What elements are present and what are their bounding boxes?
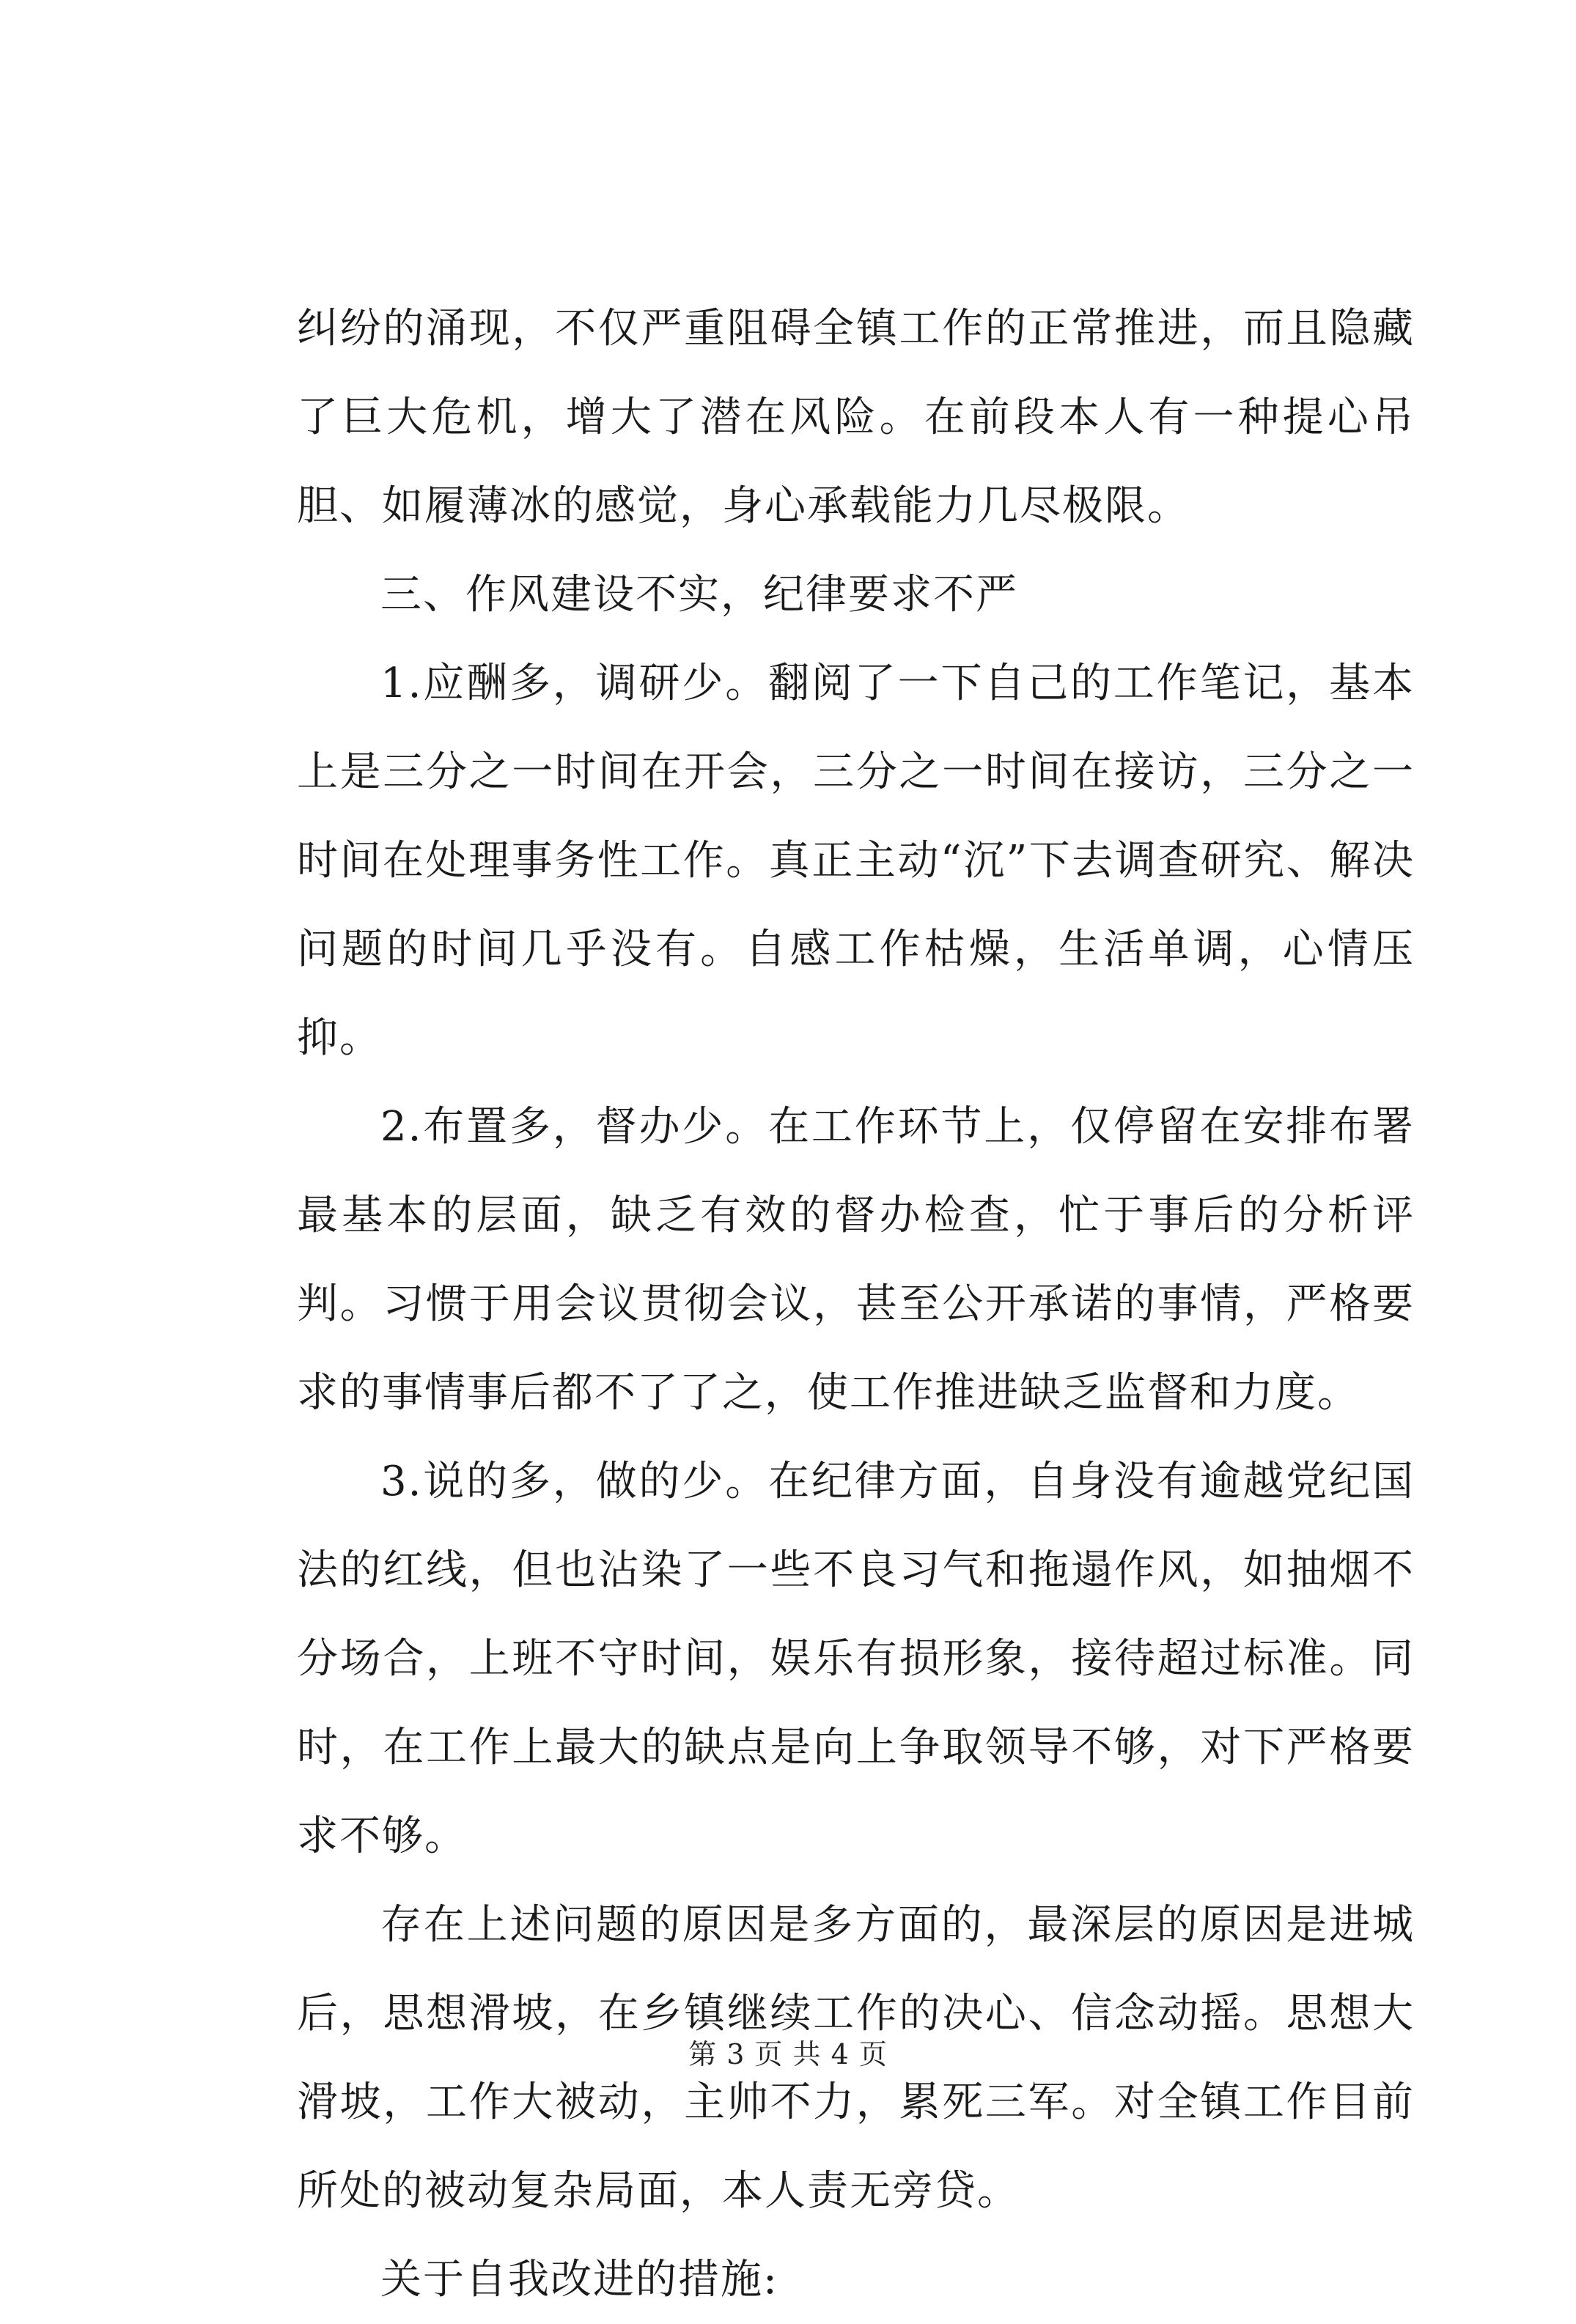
paragraph-item-3: 3.说的多，做的少。在纪律方面，自身没有逾越党纪国法的红线，但也沾染了一些不良习气和拖遢作风，如抽烟不分场合，上班不守时间，娱乐有损形象，接待超过标准。同时，在工作上最大的缺点是向上争取领导不够，对下严格要求不够。 [297, 1458, 1415, 1860]
paragraph-causes: 存在上述问题的原因是多方面的，最深层的原因是进城后，思想滑坡，在乡镇继续工作的决心、信念动摇。思想大滑坡，工作大被动，主帅不力，累死三军。对全镇工作目前所处的被动复杂局面，本人责无旁贷。 [297, 1901, 1415, 2215]
paragraph-item-2: 2.布置多，督办少。在工作环节上，仅停留在安排布署最基本的层面，缺乏有效的督办检查，忙于事后的分析评判。习惯于用会议贯彻会议，甚至公开承诺的事情，严格要求的事情事后都不了了之，使工作推进缺乏监督和力度。 [297, 1103, 1415, 1417]
paragraph-continuation: 纠纷的涌现，不仅严重阻碍全镇工作的正常推进，而且隐藏了巨大危机，增大了潜在风险。在前段本人有一种提心吊胆、如履薄冰的感觉，身心承载能力几尽极限。 [297, 305, 1415, 530]
paragraph-measures-heading: 关于自我改进的措施: [380, 2256, 778, 2303]
section-heading-3: 三、作风建设不实，纪律要求不严 [380, 571, 1018, 619]
paragraph-item-1: 1.应酬多，调研少。翻阅了一下自己的工作笔记，基本上是三分之一时间在开会，三分之一时间在接访，三分之一时间在处理事务性工作。真正主动“沉”下去调查研究、解决问题的时间几乎没有。自感工作枯燥，生活单调，心情压抑。 [297, 660, 1415, 1062]
page-number-label: 第 3 页 共 4 页 [688, 2038, 888, 2070]
page-footer [0, 2036, 1576, 2073]
document-body [297, 284, 1415, 2324]
